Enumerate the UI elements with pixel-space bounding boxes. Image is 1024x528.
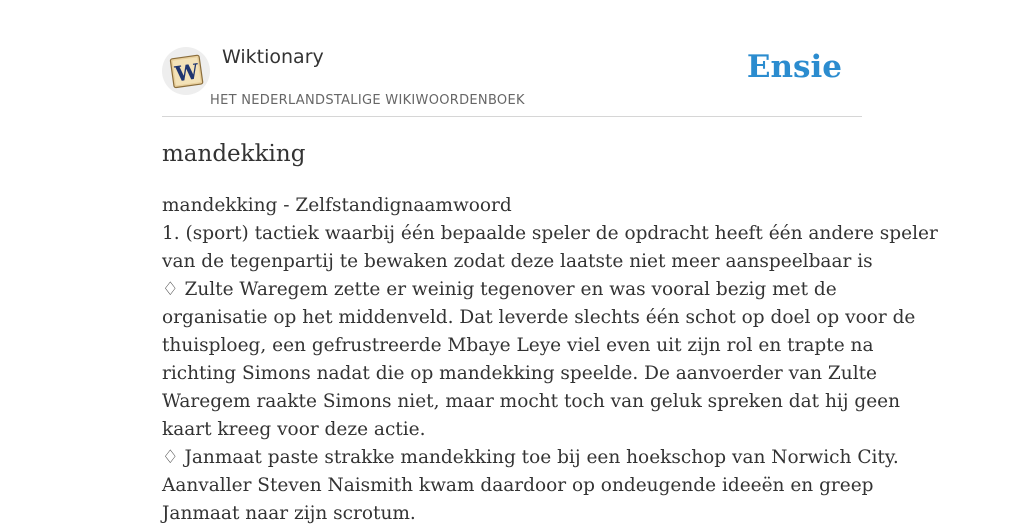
- site-tagline: HET NEDERLANDSTALIGE WIKIWOORDENBOEK: [210, 93, 525, 108]
- entry-line: ♢ Zulte Waregem zette er weinig tegenover en was vooral bezig met de: [162, 279, 837, 300]
- entry-line: kaart kreeg voor deze actie.: [162, 419, 426, 440]
- entry-line: thuisploeg, een gefrustreerde Mbaye Leye viel even uit zijn rol en trapte na: [162, 335, 874, 356]
- entry-line: van de tegenpartij te bewaken zodat deze laatste niet meer aanspeelbaar is: [162, 251, 873, 272]
- entry-line: Waregem raakte Simons niet, maar mocht toch van geluk spreken dat hij geen: [162, 391, 901, 412]
- entry-line: 1. (sport) tactiek waarbij één bepaalde speler de opdracht heeft één andere speler: [162, 223, 938, 244]
- entry-body: [162, 192, 938, 528]
- svg-text:W: W: [173, 58, 201, 87]
- entry-line: mandekking - Zelfstandignaamwoord: [162, 195, 512, 216]
- entry-line: Janmaat naar zijn scrotum.: [162, 503, 416, 524]
- entry-line: Aanvaller Steven Naismith kwam daardoor op ondeugende ideeën en greep: [162, 475, 874, 496]
- entry-line: organisatie op het middenveld. Dat leverde slechts één schot op doel op voor de: [162, 307, 916, 328]
- site-name[interactable]: Wiktionary: [222, 46, 324, 68]
- site-header: [162, 40, 862, 117]
- ensie-brand-link[interactable]: Ensie: [746, 49, 842, 85]
- wiktionary-logo-icon[interactable]: [162, 47, 210, 95]
- entry-content: [162, 136, 938, 528]
- entry-line: ♢ Janmaat paste strakke mandekking toe bij een hoekschop van Norwich City.: [162, 447, 899, 468]
- entry-title: mandekking: [162, 141, 306, 167]
- entry-line: richting Simons nadat die op mandekking speelde. De aanvoerder van Zulte: [162, 363, 877, 384]
